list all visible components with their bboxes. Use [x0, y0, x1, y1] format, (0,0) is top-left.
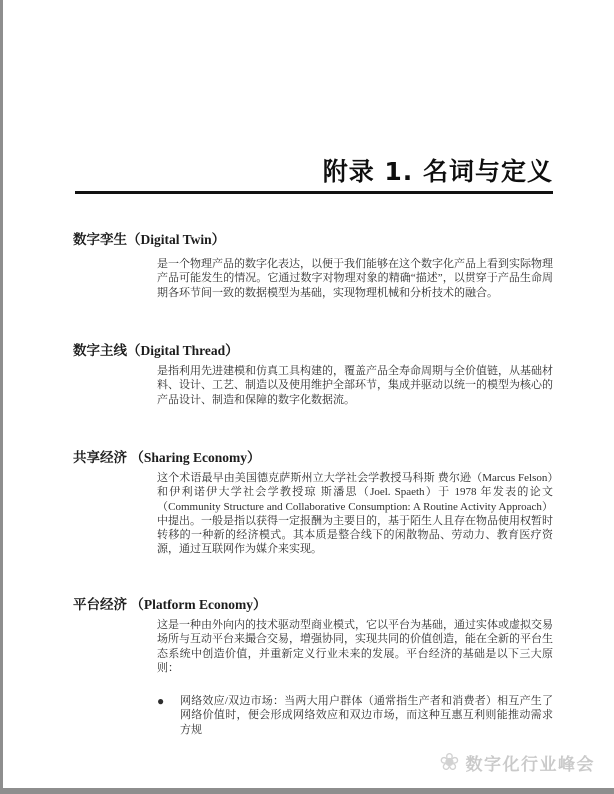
page-title: 附录 1. 名词与定义 [322, 157, 553, 186]
section-heading-sharing-economy: 共享经济 （Sharing Economy） [73, 450, 261, 465]
section-body-platform-economy: 这是一种由外向内的技术驱动型商业模式，它以平台为基础，通过实体或虚拟交易场所与互动平台来撮合交易，增强协同，实现共同的价值创造，能在全新的平台生态系统中创造价值，并重新定义行业未来的发展。平台经济的基础是以下三大原则： [157, 619, 553, 674]
title-underline-rule [75, 191, 553, 194]
section-heading-digital-twin: 数字孪生（Digital Twin） [73, 232, 226, 247]
bullet-item-text: 网络效应/双边市场：当两大用户群体（通常指生产者和消费者）相互产生了网络价值时，便会形成网络效应和双边市场，而这种互惠互利则能推动需求方规 [180, 695, 553, 736]
section-body-digital-thread: 是指利用先进建模和仿真工具构建的，覆盖产品全寿命周期与全价值链，从基础材料、设计、工艺、制造以及使用维护全部环节，集成并驱动以统一的模型为核心的产品设计、制造和保障的数字化数据流。 [157, 365, 553, 406]
section-heading-digital-thread: 数字主线（Digital Thread） [73, 343, 239, 358]
page-left-edge [0, 0, 3, 794]
section-body-digital-twin: 是一个物理产品的数字化表达，以便于我们能够在这个数字化产品上看到实际物理产品可能发生的情况。它通过数字对物理对象的精确“描述”，以贯穿于产品生命周期各环节间一致的数据模型为基础，实现物理机械和分析技术的融合。 [157, 258, 553, 299]
bullet-item-network-effect [157, 694, 553, 737]
flower-logo-icon: ❀ [439, 749, 460, 776]
section-heading-platform-economy: 平台经济 （Platform Economy） [73, 597, 267, 612]
footer-brand-text: 数字化行业峰会 [465, 755, 595, 775]
bullet-marker: ● [157, 694, 165, 708]
section-body-sharing-economy: 这个术语最早由美国德克萨斯州立大学社会学教授马科斯 费尔逊（Marcus Felson）和伊利诺伊大学社会学教授琼 斯潘思（Joel. Spaeth）于 1978 年发表的论文（Community Structure and Collaborative Consumption: A Routine Activity Approach）中提出。一般是指以获得一定报酬为主要目的，基于陌生人且存在物品使用权暂时转移的一种新的经济模式。其本质是整合线下的闲散物品、劳动力、教育医疗资源，通过互联网作为媒介来实现。 [157, 472, 553, 556]
page-bottom-edge [0, 788, 614, 794]
footer-brand [439, 750, 595, 775]
